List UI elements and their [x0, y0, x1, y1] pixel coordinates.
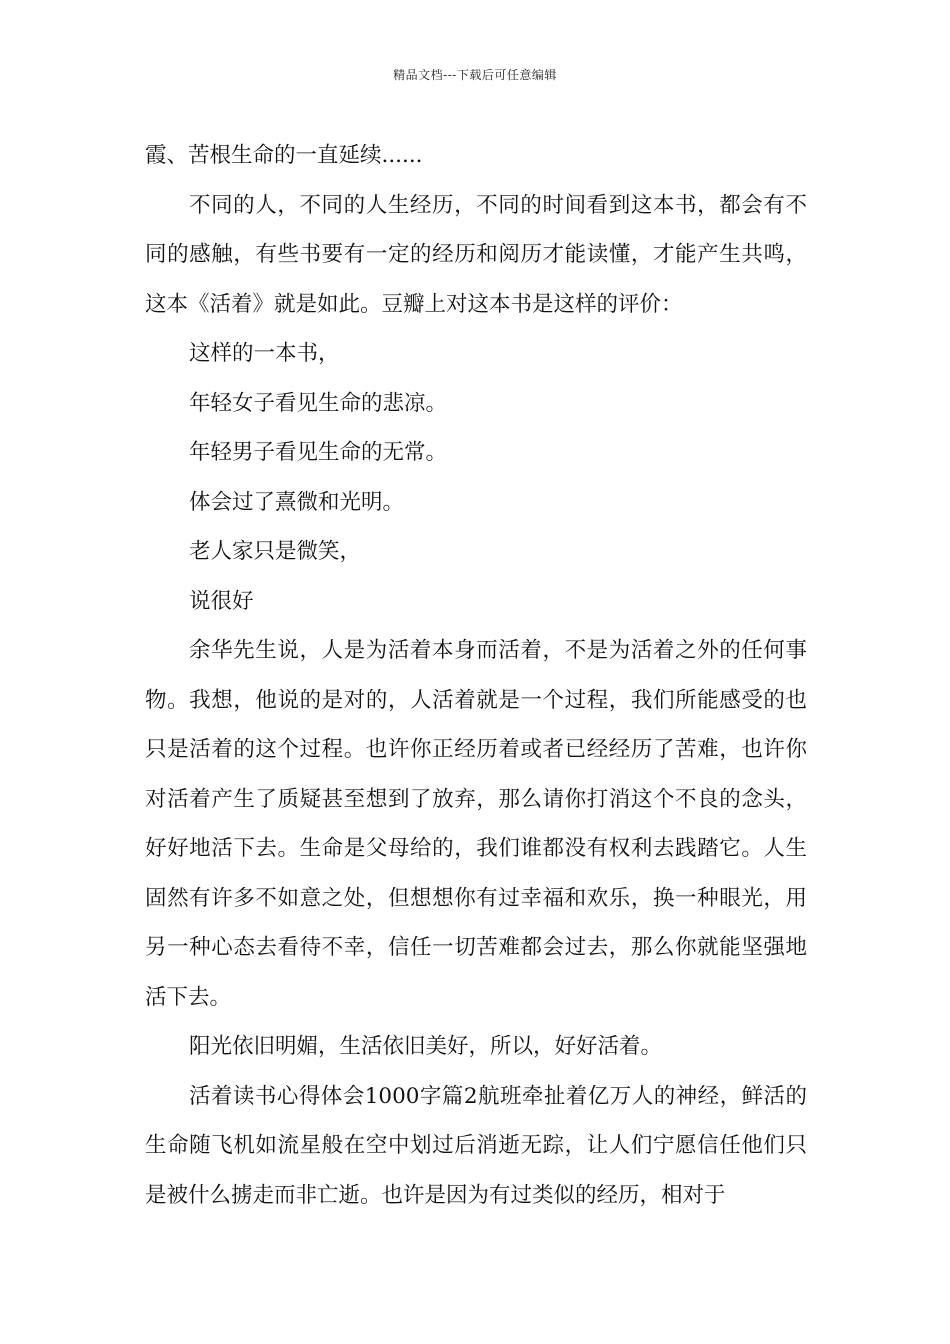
poem-line: 说很好 — [189, 588, 254, 614]
paragraph: 余华先生说，人是为活着本身而活着，不是为活着之外的任何事物。我想，他说的是对的，人活着就是一个过程，我们所能感受的也只是活着的这个过程。也许你正经历着或者已经经历了苦难，也许你对活着产生了质疑甚至想到了放弃，那么请你打消这个不良的念头，好好地活下去。生命是父母给的，我们谁都没有权利去践踏它。人生固然有许多不如意之处，但想想你有过幸福和欢乐，换一种眼光，用另一种心态去看待不幸，信任一切苦难都会过去，那么你就能坚强地活下去。 — [145, 638, 807, 1010]
poem-line: 体会过了熹微和光明。 — [189, 489, 405, 515]
paragraph: 不同的人，不同的人生经历，不同的时间看到这本书，都会有不同的感触，有些书要有一定的经历和阅历才能读懂，才能产生共鸣，这本《活着》就是如此。豆瓣上对这本书是这样的评价： — [145, 192, 807, 317]
page-header: 精品文档---下载后可任意编辑 — [393, 68, 557, 82]
body-text — [145, 131, 807, 1220]
poem-line: 年轻女子看见生命的悲凉。 — [189, 390, 448, 416]
poem-line: 老人家只是微笑， — [189, 539, 362, 564]
paragraph: 霞、苦根生命的一直延续...... — [145, 143, 423, 168]
paragraph: 活着读书心得体会1000字篇2航班牵扯着亿万人的神经，鲜活的生命随飞机如流星般在空中划过后消逝无踪，让人们宁愿信任他们只是被什么掳走而非亡逝。也许是因为有过类似的经历，相对于 — [145, 1083, 807, 1208]
poem-line: 年轻男子看见生命的无常。 — [189, 440, 448, 465]
poem-line: 这样的一本书， — [189, 341, 340, 366]
paragraph: 阳光依旧明媚，生活依旧美好，所以，好好活着。 — [189, 1034, 663, 1059]
